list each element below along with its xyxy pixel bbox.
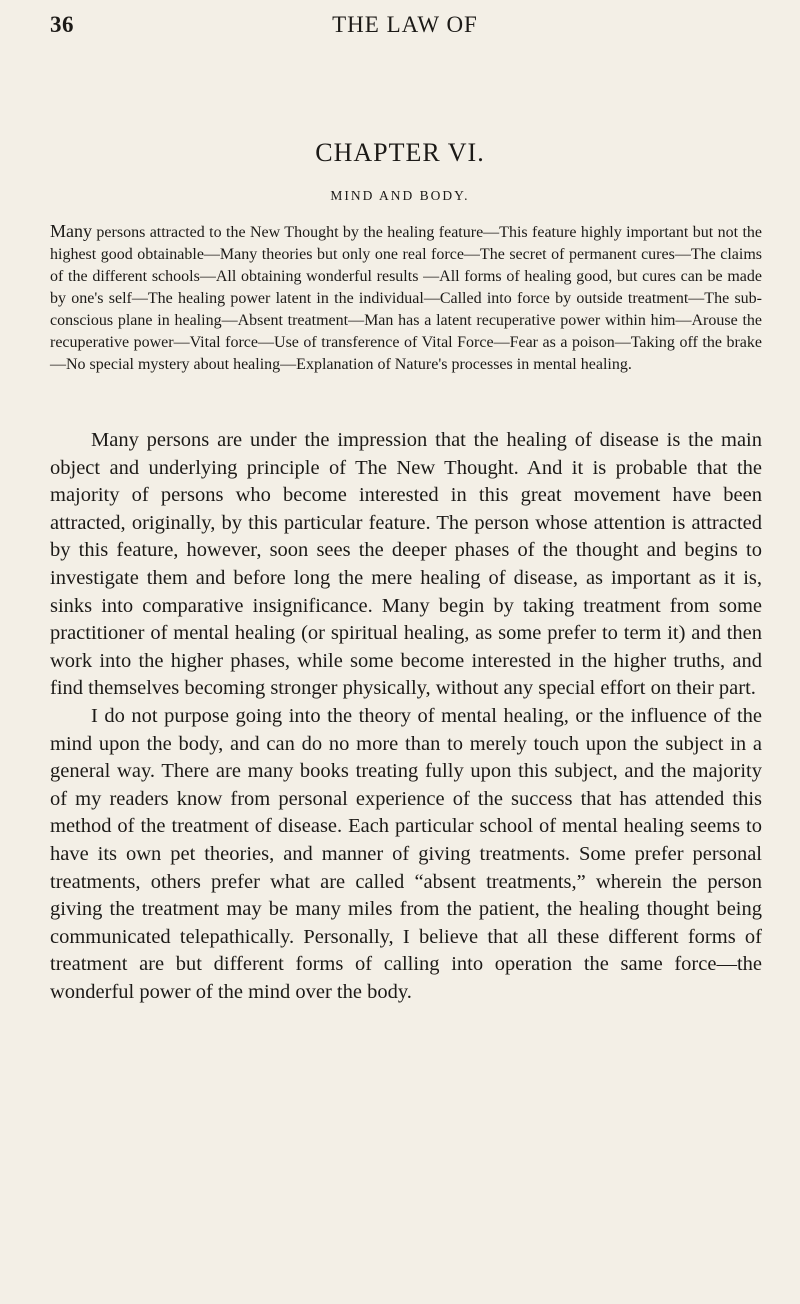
page-number: 36 (50, 12, 74, 37)
body-text (50, 427, 762, 1006)
running-title: THE LAW OF (332, 12, 478, 37)
chapter-synopsis (50, 220, 762, 376)
synopsis-lead-word: Many (50, 221, 92, 241)
body-paragraph: Many persons are under the impression that the healing of disease is the main object and underlying principle of The New Thought. And it is probable that the majority of persons who become interested in this great movement have been attracted, originally, by this particular feature. The person whose attention is attracted by this feature, however, soon sees the deeper phases of the thought and begins to investigate them and before long the mere healing of disease, as important as it is, sinks into comparative insignificance. Many begin by taking treatment from some practitioner of mental healing (or spiritual healing, as some prefer to term it) and then work into the higher phases, while some become interested in the higher truths, and find themselves becoming stronger physically, without any special effort on their part. (50, 429, 762, 700)
chapter-title: CHAPTER VI. (315, 138, 485, 167)
running-head (50, 12, 760, 42)
synopsis-text: persons attracted to the New Thought by the healing feature—This feature highly important but not the highest good obtainable—Many theories but only one real force—The secret of permanent cures—The claims of the different schools—All obtaining wonderful results —All forms of healing good, but cures can be made by one's self—The healing power latent in the individual—Called into force by outside treatment—The sub-conscious plane in healing—Absent treatment—Man has a latent recuperative power within him—Arouse the recuperative power—Vital force—Use of transference of Vital Force—Fear as a poison—Taking off the brake—No special mystery about healing—Explanation of Nature's processes in mental healing. (50, 224, 762, 373)
body-paragraph: I do not purpose going into the theory of mental healing, or the influence of the mind upon the body, and can do no more than to merely touch upon the subject in a general way. There are many books treating fully upon this subject, and the majority of my readers know from personal experience of the success that has attended this method of the treatment of disease. Each particular school of mental healing seems to have its own pet theories, and manner of giving treatments. Some prefer personal treatments, others prefer what are called “absent treatments,” wherein the person giving the treatment may be many miles from the patient, the healing thought being communicated telepathically. Personally, I believe that all these different forms of treatment are but different forms of calling into operation the same force—the wonderful power of the mind over the body. (50, 704, 762, 1003)
chapter-subtitle: MIND AND BODY. (330, 188, 470, 203)
